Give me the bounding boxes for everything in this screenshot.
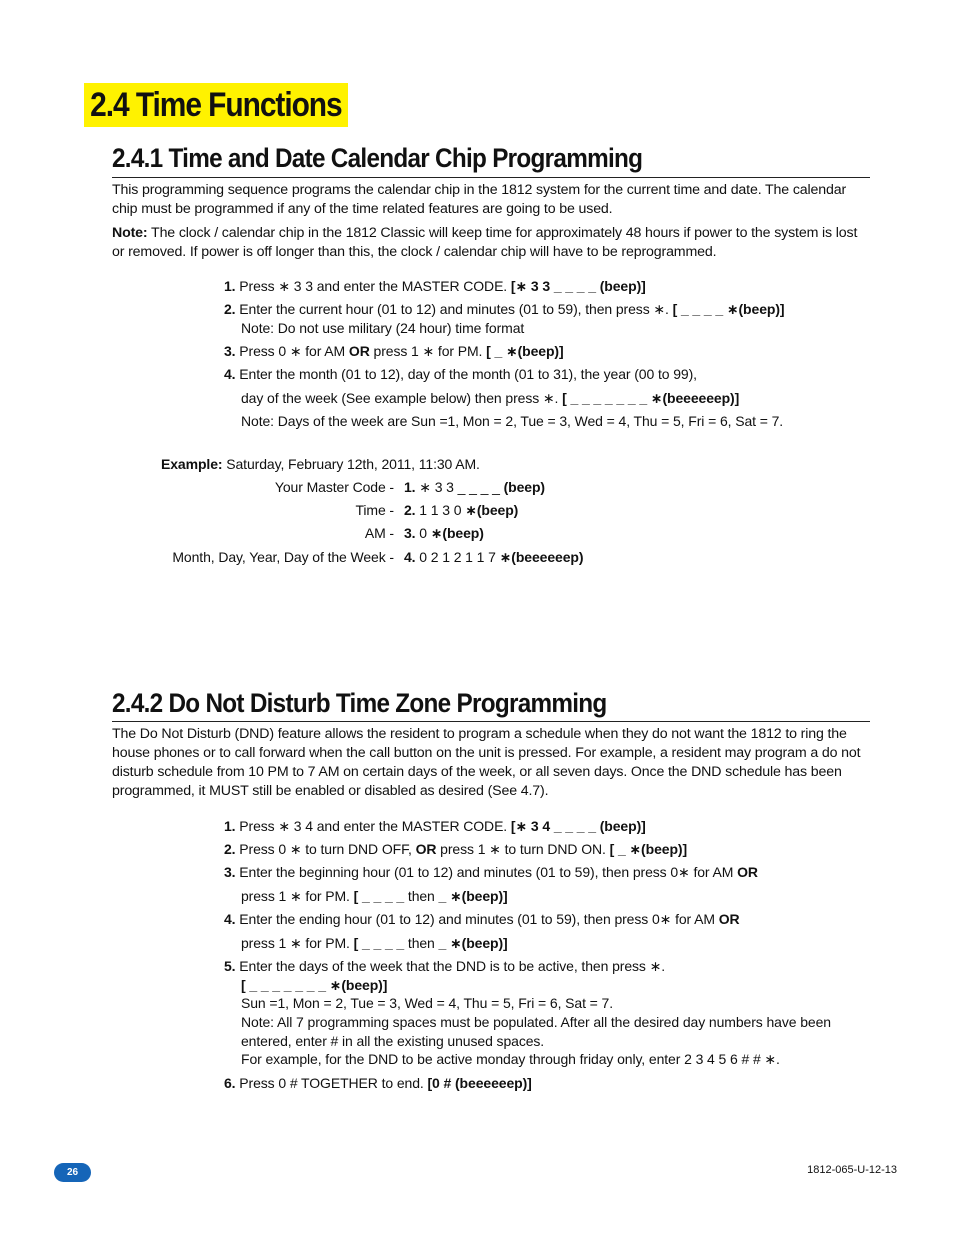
step-code: [∗ 3 4 _ _ _ _ (beep)]: [510, 818, 646, 834]
section-intro: The Do Not Disturb (DND) feature allows the resident to program a schedule when they do not want the 1812 to ring the house phones or to call forward when the call button on the unit is pressed. For example, a resident may program a do not disturb schedule from 10 PM to 7 AM on certain days of the week, or all seven days. Once the DND schedule has been programmed, it MUST still be enabled or disabled as desired (See 4.7).: [112, 726, 861, 799]
section-note: [112, 224, 872, 262]
step-then: then: [404, 888, 439, 904]
step-text: Enter the beginning hour (01 to 12) and minutes (01 to 59), then press 0∗ for AM: [239, 864, 738, 880]
step-text: 0 2 1 2 1 1 7: [419, 549, 500, 565]
step-text: day of the week (See example below) then press ∗.: [241, 390, 563, 406]
step-or: OR: [415, 841, 437, 857]
step-5-note: For example, for the DND to be active monday through friday only, enter 2 3 4 5 6 # # ∗.: [241, 1051, 780, 1067]
section-divider: [112, 177, 870, 178]
step-4-note: Note: Days of the week are Sun =1, Mon = 2, Tue = 3, Wed = 4, Thu = 5, Fri = 6, Sat = 7.: [241, 413, 784, 429]
step-code: ∗(beep): [465, 502, 519, 518]
page-title: 2.4 Time Functions: [84, 83, 348, 127]
document-code: 1812-065-U-12-13: [807, 1164, 897, 1176]
example-row-value: [404, 524, 484, 543]
step-code: (beep): [503, 479, 545, 495]
step-4-continued: [241, 934, 508, 953]
example-row-value: [404, 478, 545, 497]
step-5-note: Note: All 7 programming spaces must be populated. After all the desired day numbers have been: [241, 1014, 831, 1030]
step-number: 4.: [224, 366, 236, 382]
example-row-label: Time -: [355, 502, 394, 518]
step-code: [ _ _ _ _: [353, 935, 405, 951]
example-text: Saturday, February 12th, 2011, 11:30 AM.: [222, 456, 480, 472]
note-label: Note:: [112, 225, 148, 241]
step-text: Enter the ending hour (01 to 12) and minutes (01 to 59), then press 0∗ for AM: [239, 911, 719, 927]
step-text: Press 0 # TOGETHER to end.: [239, 1075, 428, 1091]
step-3-continued: [241, 887, 508, 906]
step-3: [224, 342, 564, 361]
step-text: press 1 ∗ to turn DND ON.: [436, 841, 610, 857]
step-number: 1.: [224, 278, 236, 294]
step-5-note: entered, enter # in all the existing unused spaces.: [241, 1033, 545, 1049]
step-number: 1.: [404, 479, 416, 495]
step-text: Enter the current hour (01 to 12) and minutes (01 to 59), then press ∗.: [239, 301, 673, 317]
example-row-label: AM -: [364, 525, 394, 541]
step-number: 5.: [224, 958, 236, 974]
step-1: [224, 277, 646, 296]
step-number: 2.: [224, 301, 236, 317]
step-2: [224, 300, 784, 319]
step-text: Press ∗ 3 4 and enter the MASTER CODE.: [239, 818, 511, 834]
step-text: Press ∗ 3 3 and enter the MASTER CODE.: [239, 278, 511, 294]
example-row-value: [404, 501, 518, 520]
step-code: _ ∗(beep)]: [438, 888, 508, 904]
step-number: 3.: [224, 864, 236, 880]
step-or: OR: [718, 911, 740, 927]
step-text: Press 0 ∗ for AM: [239, 343, 349, 359]
step-text: ∗ 3 3 _ _ _ _: [419, 479, 504, 495]
step-code: [ _ _ _ _ _ _ _ ∗(beeeeeep)]: [562, 390, 740, 406]
step-4: [224, 910, 740, 929]
step-5-code: [ _ _ _ _ _ _ _ ∗(beep)]: [241, 977, 388, 993]
step-3: [224, 863, 758, 882]
step-code: _ ∗(beep)]: [438, 935, 508, 951]
step-code: ∗(beep): [430, 525, 484, 541]
example-label: Example:: [161, 456, 223, 472]
step-number: 1.: [224, 818, 236, 834]
example-row-value: [404, 548, 583, 567]
example-row-label: Month, Day, Year, Day of the Week -: [172, 549, 394, 565]
step-5: [224, 957, 665, 976]
step-number: 6.: [224, 1075, 236, 1091]
step-number: 2.: [224, 841, 236, 857]
step-code: [ _ _ _ _ ∗(beep)]: [672, 301, 785, 317]
step-2-note: Note: Do not use military (24 hour) time format: [241, 320, 525, 336]
step-code: [ _ _ _ _: [353, 888, 405, 904]
step-number: 4.: [224, 911, 236, 927]
step-4-continued: [241, 389, 739, 408]
section-heading-dnd: 2.4.2 Do Not Disturb Time Zone Programming: [112, 688, 607, 718]
step-text: press 1 ∗ for PM.: [241, 888, 354, 904]
step-number: 2.: [404, 502, 416, 518]
step-code: [0 # (beeeeeep)]: [427, 1075, 532, 1091]
step-4: [224, 365, 697, 384]
step-number: 4.: [404, 549, 416, 565]
note-text: The clock / calendar chip in the 1812 Classic will keep time for approximately 48 hours if power to the system is lost or removed. If power is off longer than this, the clock / calendar chip will have to be reprogrammed.: [112, 225, 858, 260]
example-row-label: Your Master Code -: [274, 479, 394, 495]
step-or: OR: [348, 343, 370, 359]
section-heading-calendar: 2.4.1 Time and Date Calendar Chip Programming: [112, 143, 643, 173]
step-text: press 1 ∗ for PM.: [241, 935, 354, 951]
step-text: 1 1 3 0: [419, 502, 466, 518]
step-code: [ _ ∗(beep)]: [486, 343, 564, 359]
step-code: [ _ ∗(beep)]: [609, 841, 688, 857]
step-5-days: Sun =1, Mon = 2, Tue = 3, Wed = 4, Thu = 5, Fri = 6, Sat = 7.: [241, 995, 614, 1011]
step-6: [224, 1074, 532, 1093]
step-number: 3.: [404, 525, 416, 541]
step-number: 3.: [224, 343, 236, 359]
step-text: Enter the days of the week that the DND is to be active, then press ∗.: [239, 958, 666, 974]
step-text: Enter the month (01 to 12), day of the month (01 to 31), the year (00 to 99),: [239, 366, 697, 382]
step-or: OR: [737, 864, 758, 880]
step-code: ∗(beeeeeep): [499, 549, 584, 565]
step-1: [224, 817, 646, 836]
step-2: [224, 840, 687, 859]
step-text: press 1 ∗ for PM.: [369, 343, 487, 359]
step-code: [∗ 3 3 _ _ _ _ (beep)]: [510, 278, 646, 294]
section-intro: This programming sequence programs the calendar chip in the 1812 system for the current time and date. The calendar chip must be programmed if any of the time related features are going to be used.: [112, 182, 847, 217]
step-text: Press 0 ∗ to turn DND OFF,: [239, 841, 416, 857]
section-divider: [112, 721, 870, 722]
example: [161, 455, 480, 474]
page-number-badge: 26: [54, 1163, 91, 1182]
step-then: then: [404, 935, 439, 951]
step-text: 0: [419, 525, 431, 541]
